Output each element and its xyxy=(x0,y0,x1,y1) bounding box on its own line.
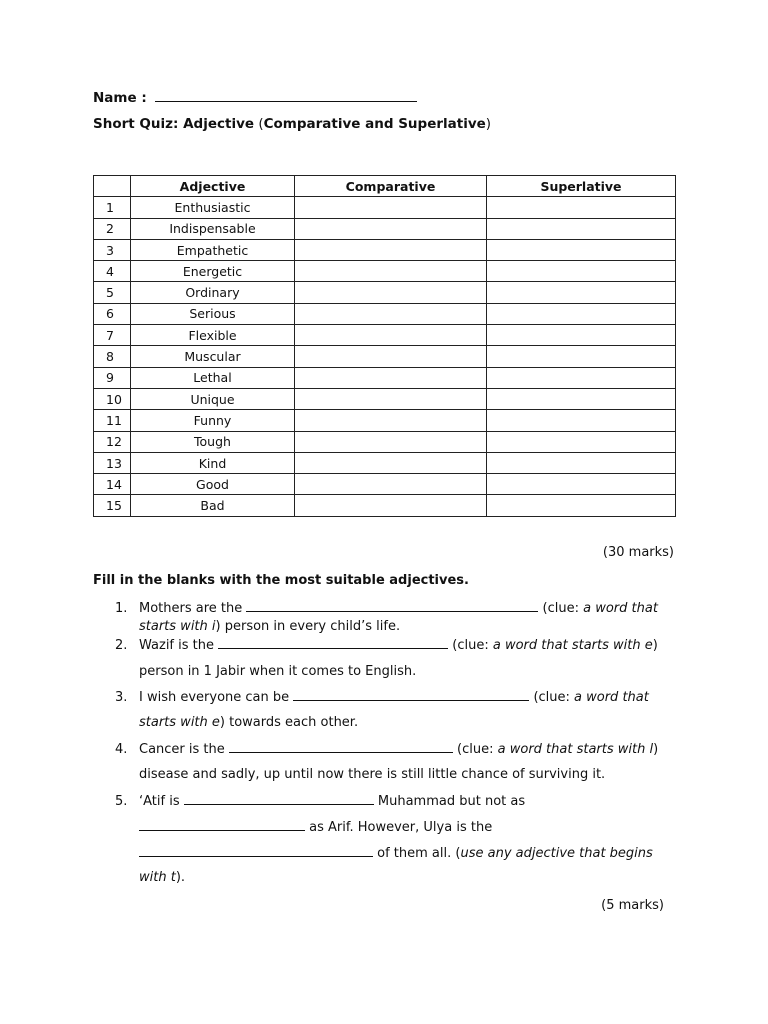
answer-blank[interactable] xyxy=(229,740,453,753)
question-text: of them all. ( xyxy=(377,846,461,861)
adjective-cell: Tough xyxy=(131,431,295,452)
question-text: Wazif is the xyxy=(139,638,214,653)
comparative-answer-cell[interactable] xyxy=(295,474,487,495)
table-row xyxy=(94,452,676,473)
question-2 xyxy=(115,636,658,656)
row-number: 12 xyxy=(94,431,131,452)
adjective-cell: Good xyxy=(131,474,295,495)
question-1 xyxy=(115,599,658,619)
table-row xyxy=(94,495,676,516)
clue-text: (clue: xyxy=(533,690,575,705)
adjective-cell: Bad xyxy=(131,495,295,516)
question-3-continued xyxy=(139,715,358,730)
marks-part-2: (5 marks) xyxy=(601,898,664,913)
question-text: Mothers are the xyxy=(139,601,243,616)
table-row xyxy=(94,261,676,282)
row-number: 8 xyxy=(94,346,131,367)
clue-text: (clue: xyxy=(457,742,498,757)
row-number: 4 xyxy=(94,261,131,282)
table-row xyxy=(94,346,676,367)
superlative-answer-cell[interactable] xyxy=(487,452,676,473)
superlative-answer-cell[interactable] xyxy=(487,367,676,388)
question-4-continued: disease and sadly, up until now there is still little chance of surviving it. xyxy=(139,767,606,782)
comparative-answer-cell[interactable] xyxy=(295,495,487,516)
clue-italic: starts with i xyxy=(139,619,216,634)
name-label: Name : xyxy=(93,90,147,106)
comparative-answer-cell[interactable] xyxy=(295,303,487,324)
comparative-answer-cell[interactable] xyxy=(295,218,487,239)
adjective-cell: Unique xyxy=(131,388,295,409)
adjective-cell: Empathetic xyxy=(131,239,295,260)
clue-italic: a word that xyxy=(574,690,649,705)
answer-blank[interactable] xyxy=(293,688,529,701)
title-part-1: Short Quiz: Adjective xyxy=(93,116,255,132)
question-number: 3. xyxy=(115,690,128,705)
adjective-cell: Lethal xyxy=(131,367,295,388)
row-number: 14 xyxy=(94,474,131,495)
row-number: 7 xyxy=(94,325,131,346)
adjective-cell: Muscular xyxy=(131,346,295,367)
clue-close: ) xyxy=(652,638,658,653)
comparative-answer-cell[interactable] xyxy=(295,239,487,260)
question-text: Muhammad but not as xyxy=(377,794,526,809)
clue-italic: starts with e xyxy=(139,715,220,730)
question-3 xyxy=(115,688,649,708)
question-text: ) person in every child’s life. xyxy=(215,619,401,634)
comparative-answer-cell[interactable] xyxy=(295,410,487,431)
comparative-answer-cell[interactable] xyxy=(295,282,487,303)
question-text: as Arif. However, Ulya is the xyxy=(309,820,493,835)
adjective-cell: Indispensable xyxy=(131,218,295,239)
question-text: Cancer is the xyxy=(139,742,225,757)
title-part-2: Comparative and Superlative xyxy=(263,116,486,132)
question-1-continued xyxy=(139,619,400,634)
question-text: ) towards each other. xyxy=(219,715,359,730)
row-number: 15 xyxy=(94,495,131,516)
row-number: 9 xyxy=(94,367,131,388)
question-number: 5. xyxy=(115,794,128,809)
superlative-answer-cell[interactable] xyxy=(487,261,676,282)
name-field-row xyxy=(93,89,417,106)
comparative-answer-cell[interactable] xyxy=(295,431,487,452)
comparative-answer-cell[interactable] xyxy=(295,261,487,282)
adjective-cell: Flexible xyxy=(131,325,295,346)
row-number: 11 xyxy=(94,410,131,431)
row-number: 13 xyxy=(94,452,131,473)
table-row xyxy=(94,197,676,218)
superlative-answer-cell[interactable] xyxy=(487,346,676,367)
table-row xyxy=(94,282,676,303)
comparative-answer-cell[interactable] xyxy=(295,388,487,409)
question-4 xyxy=(115,740,658,760)
superlative-answer-cell[interactable] xyxy=(487,410,676,431)
question-5-line-4 xyxy=(139,870,185,885)
table-row xyxy=(94,218,676,239)
question-number: 2. xyxy=(115,638,128,653)
row-number: 1 xyxy=(94,197,131,218)
table-row xyxy=(94,410,676,431)
table-row xyxy=(94,367,676,388)
comparative-answer-cell[interactable] xyxy=(295,325,487,346)
comparative-answer-cell[interactable] xyxy=(295,452,487,473)
adjective-cell: Energetic xyxy=(131,261,295,282)
question-5-line-2 xyxy=(139,818,492,835)
superlative-answer-cell[interactable] xyxy=(487,197,676,218)
table-row xyxy=(94,431,676,452)
clue-italic: a word that starts with l xyxy=(497,742,654,757)
superlative-answer-cell[interactable] xyxy=(487,431,676,452)
comparative-answer-cell[interactable] xyxy=(295,197,487,218)
table-row xyxy=(94,303,676,324)
table-row xyxy=(94,474,676,495)
adjective-cell: Serious xyxy=(131,303,295,324)
title-paren-close: ) xyxy=(485,116,492,132)
answer-blank[interactable] xyxy=(184,792,374,805)
adjective-cell: Kind xyxy=(131,452,295,473)
row-number: 2 xyxy=(94,218,131,239)
superlative-answer-cell[interactable] xyxy=(487,325,676,346)
column-header-adjective: Adjective xyxy=(131,176,295,197)
clue-italic: a word that starts with e xyxy=(492,638,653,653)
answer-blank[interactable] xyxy=(246,599,538,612)
clue-text: (clue: xyxy=(452,638,493,653)
superlative-answer-cell[interactable] xyxy=(487,474,676,495)
marks-part-1: (30 marks) xyxy=(602,545,674,560)
answer-blank[interactable] xyxy=(139,818,305,831)
column-header-comparative: Comparative xyxy=(295,176,487,197)
superlative-answer-cell[interactable] xyxy=(487,388,676,409)
table-row xyxy=(94,325,676,346)
row-number: 5 xyxy=(94,282,131,303)
column-header-superlative: Superlative xyxy=(487,176,676,197)
clue-close: ) xyxy=(653,742,659,757)
answer-blank[interactable] xyxy=(139,844,373,857)
clue-italic: use any adjective that begins xyxy=(460,846,653,861)
adjective-table xyxy=(93,175,676,517)
clue-italic: a word that xyxy=(583,601,658,616)
table-row xyxy=(94,239,676,260)
fill-blanks-instruction: Fill in the blanks with the most suitable adjectives. xyxy=(93,573,469,588)
superlative-answer-cell[interactable] xyxy=(487,218,676,239)
question-number: 4. xyxy=(115,742,128,757)
answer-blank[interactable] xyxy=(218,636,448,649)
title-paren-open: ( xyxy=(254,116,264,132)
clue-italic: with t xyxy=(139,870,176,885)
column-header-number xyxy=(94,176,131,197)
comparative-answer-cell[interactable] xyxy=(295,346,487,367)
question-2-continued: person in 1 Jabir when it comes to English. xyxy=(139,664,417,679)
superlative-answer-cell[interactable] xyxy=(487,282,676,303)
row-number: 10 xyxy=(94,388,131,409)
adjective-cell: Funny xyxy=(131,410,295,431)
clue-text: (clue: xyxy=(542,601,584,616)
comparative-answer-cell[interactable] xyxy=(295,367,487,388)
superlative-answer-cell[interactable] xyxy=(487,239,676,260)
clue-close: ). xyxy=(175,870,186,885)
row-number: 6 xyxy=(94,303,131,324)
question-5 xyxy=(115,792,525,812)
table-header-row xyxy=(94,176,676,197)
quiz-title xyxy=(93,116,491,132)
question-text: I wish everyone can be xyxy=(139,690,290,705)
table-row xyxy=(94,388,676,409)
question-5-line-3 xyxy=(139,844,653,861)
question-number: 1. xyxy=(115,601,128,616)
superlative-answer-cell[interactable] xyxy=(487,303,676,324)
row-number: 3 xyxy=(94,239,131,260)
superlative-answer-cell[interactable] xyxy=(487,495,676,516)
question-text: ‘Atif is xyxy=(139,794,180,809)
name-blank-line[interactable] xyxy=(155,89,417,102)
adjective-cell: Enthusiastic xyxy=(131,197,295,218)
adjective-cell: Ordinary xyxy=(131,282,295,303)
